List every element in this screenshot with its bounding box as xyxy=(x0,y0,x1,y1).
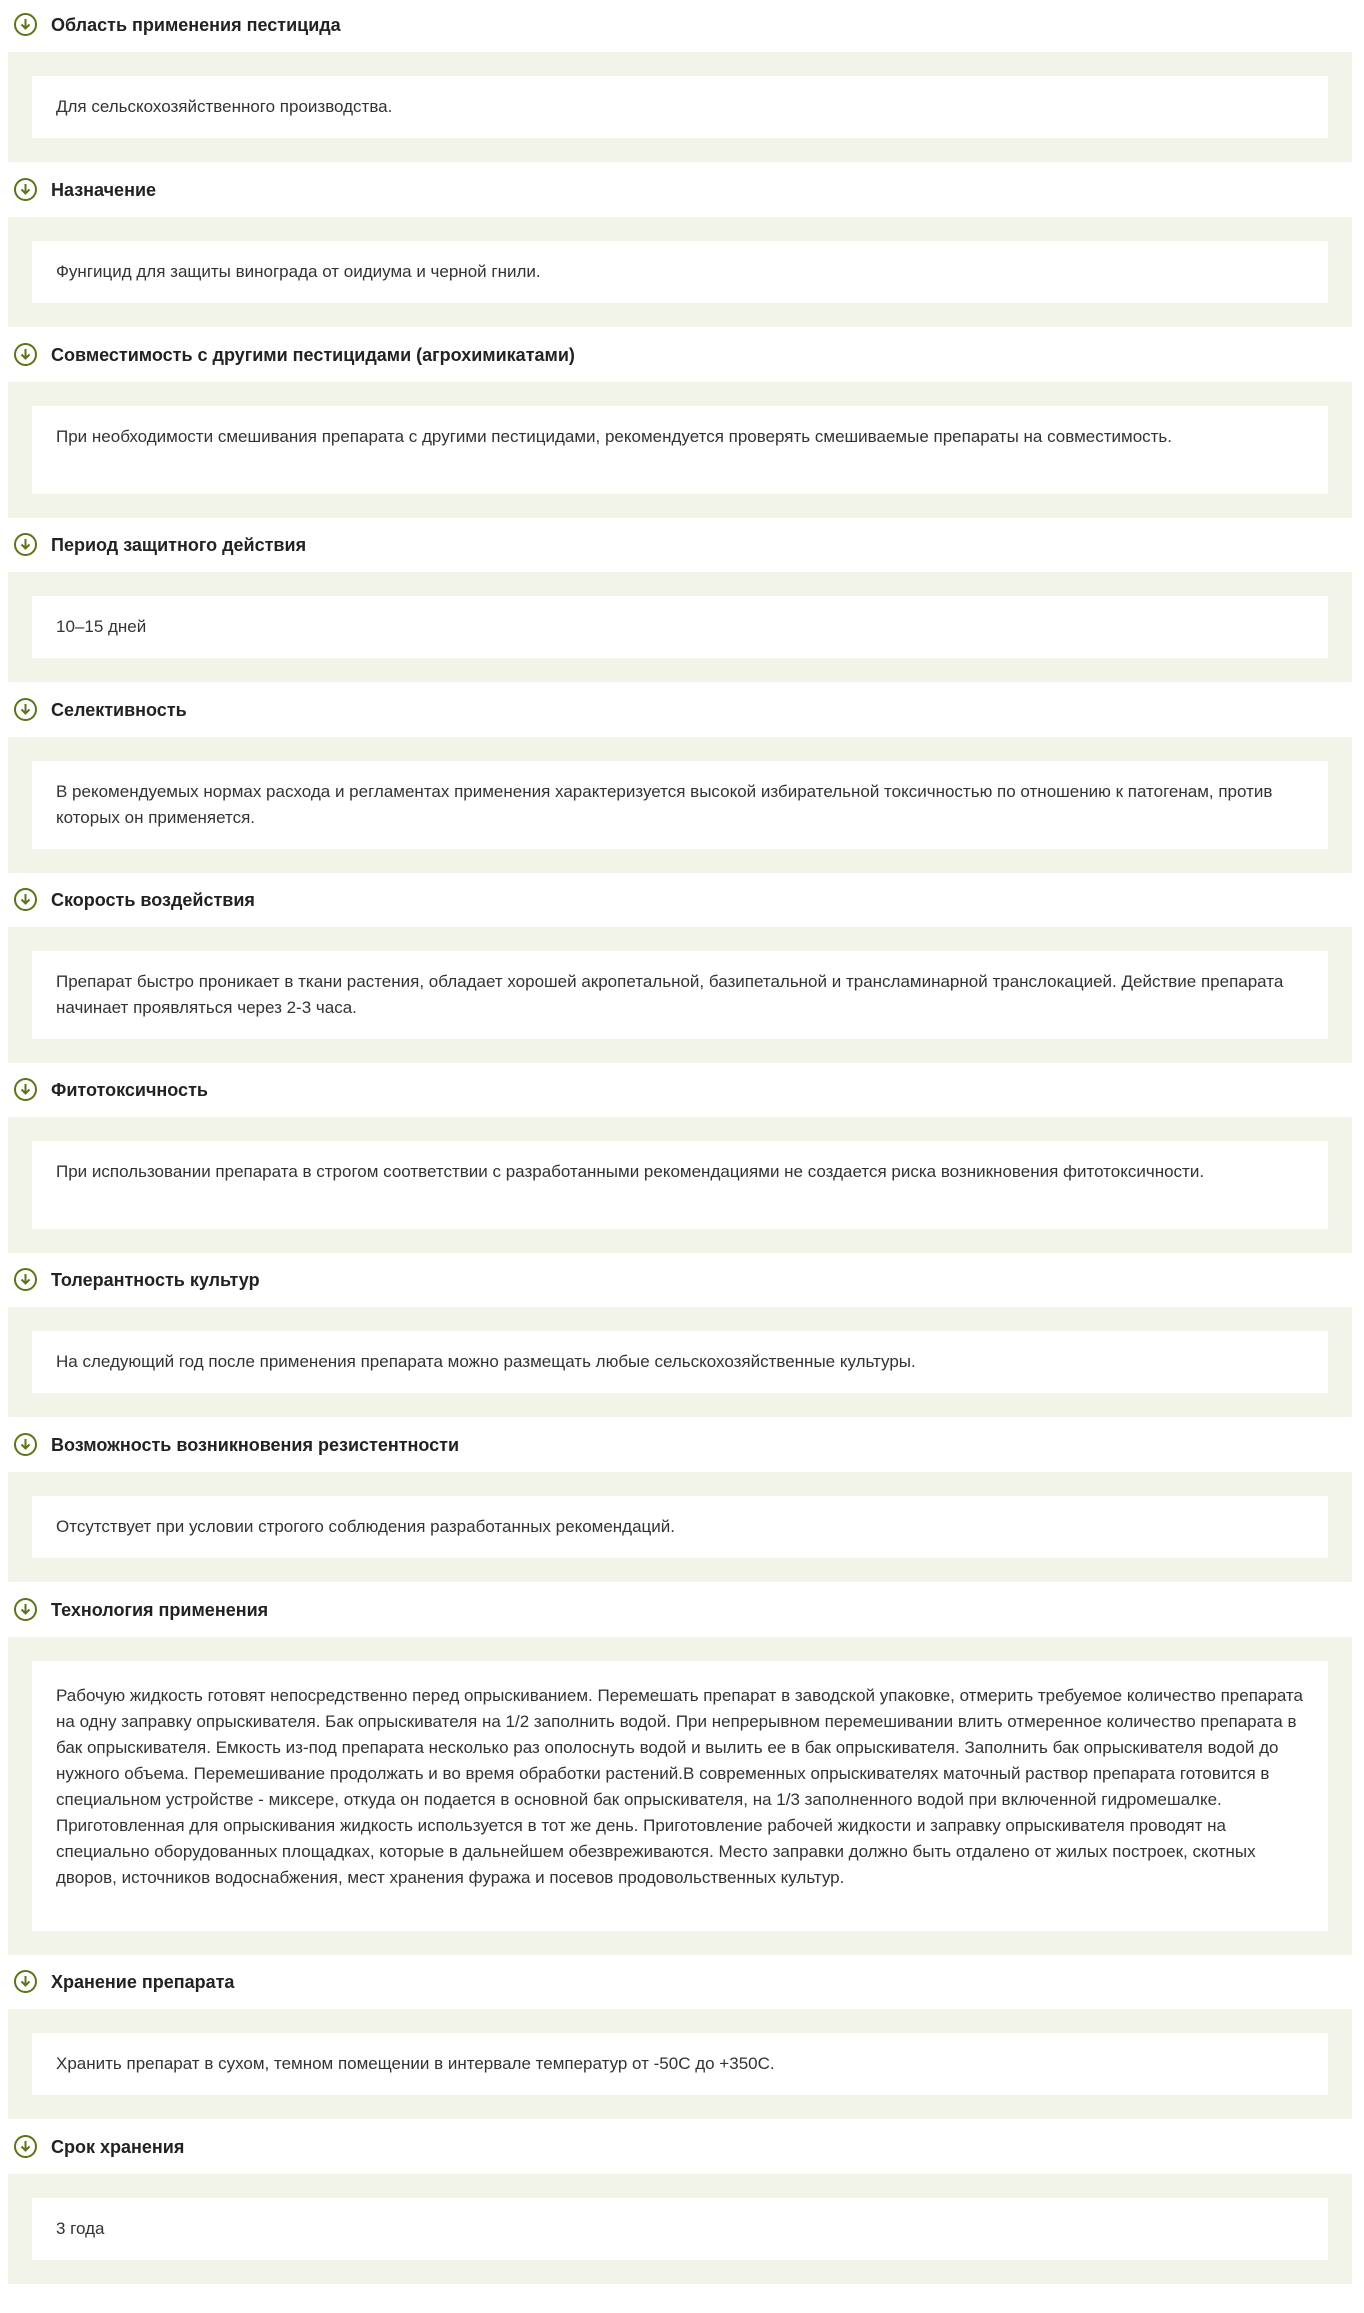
section-resistance xyxy=(0,1420,1364,1582)
section-header[interactable] xyxy=(0,685,1364,737)
section-title: Период защитного действия xyxy=(51,535,307,555)
section-content xyxy=(32,406,1328,494)
section-text: Препарат быстро проникает в ткани растения, обладает хорошей акропетальной, базипетальной и трансламинарной транслокацией. Действие препарата начинает проявляться через 2-3 часа. xyxy=(56,972,1284,1017)
section-storage xyxy=(0,1957,1364,2119)
arrow-down-circle-icon[interactable] xyxy=(14,698,37,721)
section-title: Скорость воздействия xyxy=(51,890,255,910)
section-crop-tolerance xyxy=(0,1255,1364,1417)
section-title: Технология применения xyxy=(51,1600,269,1620)
section-content xyxy=(32,1331,1328,1393)
arrow-down-circle-icon[interactable] xyxy=(14,533,37,556)
section-title: Назначение xyxy=(51,180,157,200)
section-shelf-life xyxy=(0,2122,1364,2284)
section-content xyxy=(32,2033,1328,2095)
section-panel xyxy=(8,737,1352,873)
arrow-down-circle-icon[interactable] xyxy=(14,343,37,366)
section-content xyxy=(32,761,1328,849)
arrow-down-circle-icon[interactable] xyxy=(14,2135,37,2158)
arrow-down-circle-icon[interactable] xyxy=(14,888,37,911)
section-protection-period xyxy=(0,520,1364,682)
section-panel xyxy=(8,1472,1352,1582)
section-header[interactable] xyxy=(0,330,1364,382)
section-panel xyxy=(8,2009,1352,2119)
section-panel xyxy=(8,1117,1352,1253)
section-content xyxy=(32,1496,1328,1558)
section-panel xyxy=(8,217,1352,327)
section-text: При использовании препарата в строгом соответствии с разработанными рекомендациями не создается риска возникновения фитотоксичности. xyxy=(56,1162,1205,1181)
section-text: 3 года xyxy=(56,2219,105,2238)
section-panel xyxy=(8,927,1352,1063)
section-panel xyxy=(8,52,1352,162)
section-panel xyxy=(8,1307,1352,1417)
section-header[interactable] xyxy=(0,0,1364,52)
section-text: Отсутствует при условии строгого соблюдения разработанных рекомендаций. xyxy=(56,1517,676,1536)
arrow-down-circle-icon[interactable] xyxy=(14,1598,37,1621)
section-text: На следующий год после применения препарата можно размещать любые сельскохозяйственные культуры. xyxy=(56,1352,916,1371)
section-panel xyxy=(8,1637,1352,1955)
arrow-down-circle-icon[interactable] xyxy=(14,1078,37,1101)
arrow-down-circle-icon[interactable] xyxy=(14,1433,37,1456)
arrow-down-circle-icon[interactable] xyxy=(14,178,37,201)
section-text: Для сельскохозяйственного производства. xyxy=(56,97,393,116)
section-purpose xyxy=(0,165,1364,327)
section-title: Возможность возникновения резистентности xyxy=(51,1435,460,1455)
section-panel xyxy=(8,382,1352,518)
section-header[interactable] xyxy=(0,165,1364,217)
section-speed-of-action xyxy=(0,875,1364,1063)
section-title: Фитотоксичность xyxy=(51,1080,208,1100)
arrow-down-circle-icon[interactable] xyxy=(14,13,37,36)
section-content xyxy=(32,951,1328,1039)
section-content xyxy=(32,596,1328,658)
section-content xyxy=(32,1661,1328,1931)
section-header[interactable] xyxy=(0,1420,1364,1472)
section-text: В рекомендуемых нормах расхода и регламентах применения характеризуется высокой избирательной токсичностью по отношению к патогенам, против которых он применяется. xyxy=(56,782,1273,827)
section-title: Срок хранения xyxy=(51,2137,185,2157)
section-text: Рабочую жидкость готовят непосредственно перед опрыскиванием. Перемешать препарат в заводской упаковке, отмерить требуемое количество препарата на одну заправку опрыскивателя. Бак опрыскивателя на 1/2 заполнить водой. При непрерывном перемешивании влить отмеренное количество препарата в бак опрыскивателя. Емкость из-под препарата несколько раз ополоснуть водой и вылить ее в бак опрыскивателя. Заполнить бак опрыскивателя водой до нужного объема. Перемешивание продолжать и во время обработки растений.В современных опрыскивателях маточный раствор препарата готовится в специальном устройстве - миксере, откуда он подается в основной бак опрыскивателя, на 1/3 заполненного водой при включенной гидромешалке. Приготовленная для опрыскивания жидкость используется в тот же день. Приготовление рабочей жидкости и заправку опрыскивателя проводят на специально оборудованных площадках, которые в дальнейшем обезвреживаются. Место заправки должно быть отдалено от жилых построек, скотных дворов, источников водоснабжения, мест хранения фуража и посевов продовольственных культур. xyxy=(56,1686,1303,1887)
section-panel xyxy=(8,572,1352,682)
section-header[interactable] xyxy=(0,2122,1364,2174)
section-phytotoxicity xyxy=(0,1065,1364,1253)
section-header[interactable] xyxy=(0,1065,1364,1117)
section-text: 10–15 дней xyxy=(56,617,147,636)
section-content xyxy=(32,241,1328,303)
section-title: Селективность xyxy=(51,700,187,720)
section-selectivity xyxy=(0,685,1364,873)
section-panel xyxy=(8,2174,1352,2284)
section-title: Совместимость с другими пестицидами (агрохимикатами) xyxy=(51,345,575,365)
section-text: Фунгицид для защиты винограда от оидиума и черной гнили. xyxy=(56,262,541,281)
section-compatibility xyxy=(0,330,1364,518)
section-text: При необходимости смешивания препарата с другими пестицидами, рекомендуется проверять смешиваемые препараты на совместимость. xyxy=(56,427,1173,446)
section-title: Толерантность культур xyxy=(51,1270,260,1290)
section-content xyxy=(32,76,1328,138)
section-header[interactable] xyxy=(0,1585,1364,1637)
section-header[interactable] xyxy=(0,1957,1364,2009)
section-title: Область применения пестицида xyxy=(51,15,341,35)
section-text: Хранить препарат в сухом, темном помещении в интервале температур от -50С до +350С. xyxy=(56,2054,775,2073)
arrow-down-circle-icon[interactable] xyxy=(14,1970,37,1993)
section-content xyxy=(32,2198,1328,2260)
section-header[interactable] xyxy=(0,875,1364,927)
section-title: Хранение препарата xyxy=(51,1972,235,1992)
section-application-technology xyxy=(0,1585,1364,1955)
section-header[interactable] xyxy=(0,1255,1364,1307)
arrow-down-circle-icon[interactable] xyxy=(14,1268,37,1291)
section-application-area xyxy=(0,0,1364,162)
section-content xyxy=(32,1141,1328,1229)
section-header[interactable] xyxy=(0,520,1364,572)
